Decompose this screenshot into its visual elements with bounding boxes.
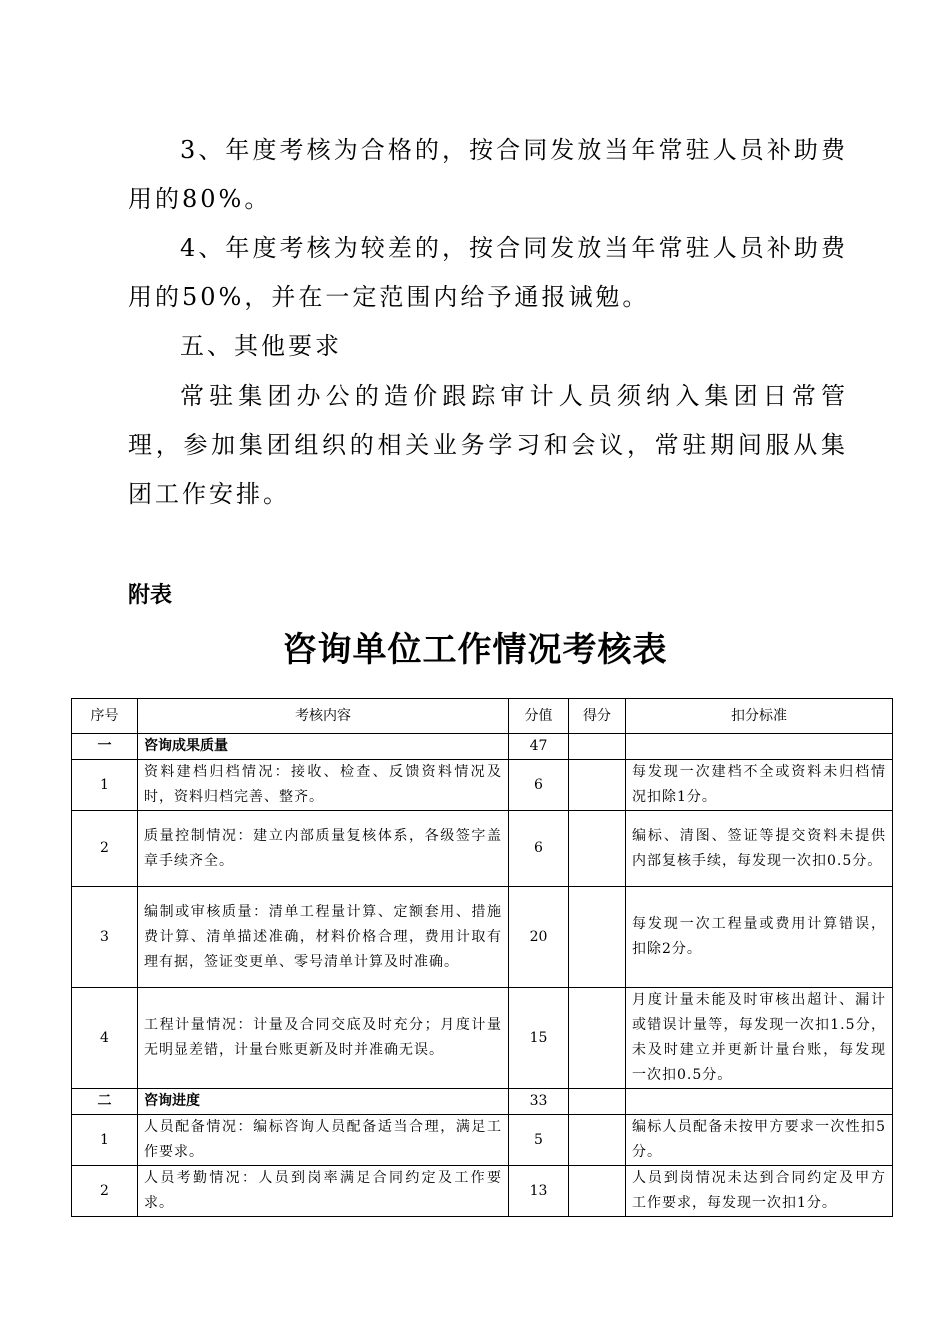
section-row (72, 1089, 893, 1115)
row-deduction: 编标人员配备未按甲方要求一次性扣5分。 (626, 1115, 893, 1166)
appendix-label: 附表 (128, 583, 173, 608)
row-got (569, 887, 626, 988)
section-deduction-cell (626, 1089, 893, 1115)
row-content: 质量控制情况：建立内部质量复核体系，各级签字盖章手续齐全。 (138, 811, 509, 887)
row-no: 2 (72, 1166, 138, 1217)
section-score: 47 (509, 734, 569, 760)
row-score: 6 (509, 811, 569, 887)
row-score: 20 (509, 887, 569, 988)
table-title: 咨询单位工作情况考核表 (282, 630, 668, 670)
row-content: 资料建档归档情况：接收、检查、反馈资料情况及时，资料归档完善、整齐。 (138, 760, 509, 811)
row-content: 人员考勤情况：人员到岗率满足合同约定及工作要求。 (138, 1166, 509, 1217)
header-got: 得分 (569, 699, 626, 734)
section-no: 一 (72, 734, 138, 760)
table-row (72, 988, 893, 1089)
row-deduction: 人员到岗情况未达到合同约定及甲方工作要求，每发现一次扣1分。 (626, 1166, 893, 1217)
section-heading-other-requirements: 五、其他要求 (180, 332, 342, 360)
section-row (72, 734, 893, 760)
row-no: 1 (72, 760, 138, 811)
section-title: 咨询进度 (138, 1089, 509, 1115)
row-deduction: 每发现一次建档不全或资料未归档情况扣除1分。 (626, 760, 893, 811)
row-no: 3 (72, 887, 138, 988)
row-deduction: 每发现一次工程量或费用计算错误，扣除2分。 (626, 887, 893, 988)
paragraph-4: 常驻集团办公的造价跟踪审计人员须纳入集团日常管理，参加集团组织的相关业务学习和会议，常驻期间服从集团工作安排。 (128, 382, 848, 508)
section-title: 咨询成果质量 (138, 734, 509, 760)
paragraph-2: 4、年度考核为较差的，按合同发放当年常驻人员补助费用的50%，并在一定范围内给予通报诫勉。 (128, 234, 848, 311)
table-row (72, 1166, 893, 1217)
row-deduction: 月度计量未能及时审核出超计、漏计或错误计量等，每发现一次扣1.5分，未及时建立并更新计量台账，每发现一次扣0.5分。 (626, 988, 893, 1089)
row-score: 13 (509, 1166, 569, 1217)
assessment-table (71, 698, 893, 1217)
row-got (569, 1166, 626, 1217)
paragraph-1: 3、年度考核为合格的，按合同发放当年常驻人员补助费用的80%。 (128, 136, 848, 213)
section-got-cell (569, 734, 626, 760)
row-no: 4 (72, 988, 138, 1089)
row-got (569, 811, 626, 887)
section-got-cell (569, 1089, 626, 1115)
row-deduction: 编标、清图、签证等提交资料未提供内部复核手续，每发现一次扣0.5分。 (626, 811, 893, 887)
table-row (72, 887, 893, 988)
header-content: 考核内容 (138, 699, 509, 734)
row-got (569, 760, 626, 811)
row-score: 6 (509, 760, 569, 811)
header-score: 分值 (509, 699, 569, 734)
row-content: 人员配备情况：编标咨询人员配备适当合理，满足工作要求。 (138, 1115, 509, 1166)
table-row (72, 760, 893, 811)
row-score: 15 (509, 988, 569, 1089)
row-got (569, 988, 626, 1089)
table-row (72, 1115, 893, 1166)
section-score: 33 (509, 1089, 569, 1115)
table-header-row (72, 699, 893, 734)
section-no: 二 (72, 1089, 138, 1115)
row-got (569, 1115, 626, 1166)
section-deduction-cell (626, 734, 893, 760)
table-row (72, 811, 893, 887)
header-no: 序号 (72, 699, 138, 734)
row-content: 编制或审核质量：清单工程量计算、定额套用、措施费计算、清单描述准确，材料价格合理，费用计取有理有据，签证变更单、零号清单计算及时准确。 (138, 887, 509, 988)
row-content: 工程计量情况：计量及合同交底及时充分；月度计量无明显差错，计量台账更新及时并准确无误。 (138, 988, 509, 1089)
row-score: 5 (509, 1115, 569, 1166)
row-no: 2 (72, 811, 138, 887)
row-no: 1 (72, 1115, 138, 1166)
header-deduction: 扣分标准 (626, 699, 893, 734)
